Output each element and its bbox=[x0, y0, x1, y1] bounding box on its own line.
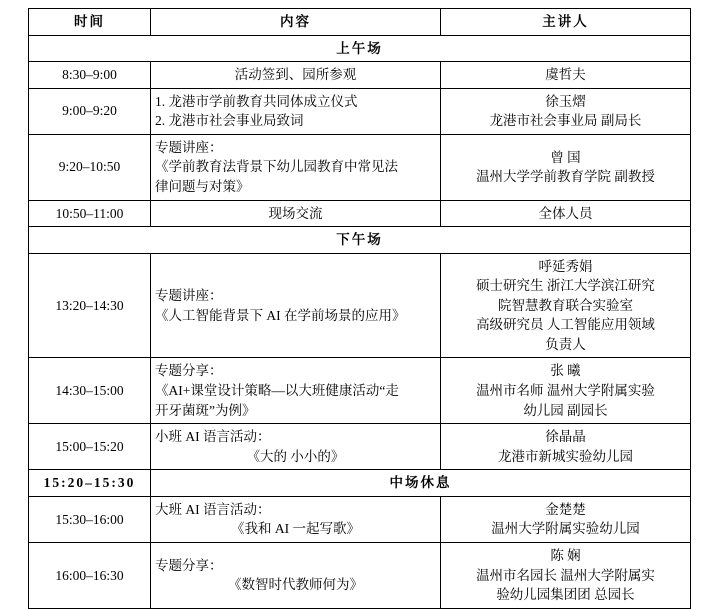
content-line: 2. 龙港市社会事业局致词 bbox=[155, 113, 304, 129]
header-content: 内容 bbox=[151, 9, 441, 36]
section-label: 中场休息 bbox=[151, 470, 691, 497]
speaker-line: 温州市名园长 温州大学附属实 bbox=[476, 567, 655, 583]
content-line: 《AI+课堂设计策略—以大班健康活动“走 bbox=[155, 383, 399, 398]
speaker-line: 张 曦 bbox=[550, 363, 581, 379]
row-speaker bbox=[441, 134, 691, 200]
content-line: 专题分享： bbox=[155, 557, 223, 573]
section-label: 下午场 bbox=[29, 227, 691, 254]
content-line: 小班 AI 语言活动： bbox=[155, 429, 271, 445]
content-line: 专题讲座： bbox=[155, 287, 223, 303]
row-content bbox=[151, 88, 441, 134]
content-line: 大班 AI 语言活动： bbox=[155, 501, 271, 517]
row-content bbox=[151, 358, 441, 424]
table-row bbox=[29, 542, 691, 608]
row-content bbox=[151, 424, 441, 470]
row-time: 13:20–14:30 bbox=[29, 253, 151, 358]
section-row bbox=[29, 227, 691, 254]
content-line: 《我和 AI 一起写歌》 bbox=[231, 521, 360, 537]
speaker-line: 温州大学学前教育学院 副教授 bbox=[476, 169, 655, 185]
table-row bbox=[29, 134, 691, 200]
speaker-line: 幼儿园 副园长 bbox=[523, 402, 608, 418]
content-line: 开牙菌斑”为例》 bbox=[155, 402, 256, 418]
speaker-line: 温州市名师 温州大学附属实验 bbox=[476, 383, 655, 398]
row-content bbox=[151, 542, 441, 608]
speaker-line: 院智慧教育联合实验室 bbox=[498, 297, 633, 313]
table-row bbox=[29, 62, 691, 89]
table-header-row bbox=[29, 9, 691, 36]
row-content bbox=[151, 200, 441, 227]
row-content bbox=[151, 134, 441, 200]
speaker-line: 徐玉熠 bbox=[545, 93, 586, 109]
table-row bbox=[29, 253, 691, 358]
section-row bbox=[29, 35, 691, 62]
table-row bbox=[29, 358, 691, 424]
row-time: 9:20–10:50 bbox=[29, 134, 151, 200]
row-time: 9:00–9:20 bbox=[29, 88, 151, 134]
row-speaker bbox=[441, 358, 691, 424]
schedule-table bbox=[28, 8, 691, 609]
section-row bbox=[29, 470, 691, 497]
speaker-line: 高级研究员 人工智能应用领域 bbox=[476, 317, 655, 333]
speaker-line: 曾 国 bbox=[550, 149, 581, 165]
speaker-line: 徐晶晶 bbox=[545, 429, 586, 445]
speaker-line: 金楚楚 bbox=[545, 501, 586, 517]
speaker-line: 龙港市社会事业局 副局长 bbox=[489, 113, 642, 129]
row-speaker bbox=[441, 200, 691, 227]
row-content bbox=[151, 253, 441, 358]
row-speaker bbox=[441, 496, 691, 542]
content-line: 律问题与对策》 bbox=[155, 178, 250, 194]
row-speaker bbox=[441, 88, 691, 134]
row-speaker bbox=[441, 424, 691, 470]
header-time: 时间 bbox=[29, 9, 151, 36]
row-content bbox=[151, 496, 441, 542]
content-line: 专题分享： bbox=[155, 363, 223, 379]
speaker-line: 验幼儿园集团团 总园长 bbox=[496, 587, 635, 603]
row-time: 15:20–15:30 bbox=[29, 470, 151, 497]
row-speaker bbox=[441, 62, 691, 89]
row-time: 10:50–11:00 bbox=[29, 200, 151, 227]
content-line: 《人工智能背景下 AI 在学前场景的应用》 bbox=[155, 307, 406, 323]
row-time: 8:30–9:00 bbox=[29, 62, 151, 89]
row-speaker bbox=[441, 253, 691, 358]
row-time: 15:30–16:00 bbox=[29, 496, 151, 542]
row-time: 14:30–15:00 bbox=[29, 358, 151, 424]
speaker-line: 全体人员 bbox=[538, 205, 593, 221]
content-line: 《大的 小小的》 bbox=[246, 448, 345, 464]
section-label: 上午场 bbox=[29, 35, 691, 62]
content-line: 《数智时代教师何为》 bbox=[228, 577, 363, 593]
content-line: 现场交流 bbox=[268, 205, 323, 221]
speaker-line: 呼延秀娟 bbox=[538, 258, 593, 274]
row-content bbox=[151, 62, 441, 89]
content-line: 《学前教育法背景下幼儿园教育中常见法 bbox=[155, 159, 398, 175]
row-speaker bbox=[441, 542, 691, 608]
speaker-line: 硕士研究生 浙江大学滨江研究 bbox=[476, 278, 655, 294]
header-speaker: 主讲人 bbox=[441, 9, 691, 36]
content-line: 专题讲座： bbox=[155, 139, 223, 155]
speaker-line: 陈 娴 bbox=[550, 547, 581, 563]
table-row bbox=[29, 88, 691, 134]
schedule-table-body bbox=[29, 9, 691, 609]
speaker-line: 温州大学附属实验幼儿园 bbox=[491, 521, 640, 537]
table-row bbox=[29, 424, 691, 470]
speaker-line: 龙港市新城实验幼儿园 bbox=[498, 448, 633, 464]
table-row bbox=[29, 200, 691, 227]
content-line: 1. 龙港市学前教育共同体成立仪式 bbox=[155, 93, 358, 109]
content-line: 活动签到、园所参观 bbox=[234, 67, 357, 83]
row-time: 16:00–16:30 bbox=[29, 542, 151, 608]
speaker-line: 虞哲夫 bbox=[545, 67, 586, 83]
speaker-line: 负责人 bbox=[545, 336, 586, 352]
row-time: 15:00–15:20 bbox=[29, 424, 151, 470]
table-row bbox=[29, 496, 691, 542]
